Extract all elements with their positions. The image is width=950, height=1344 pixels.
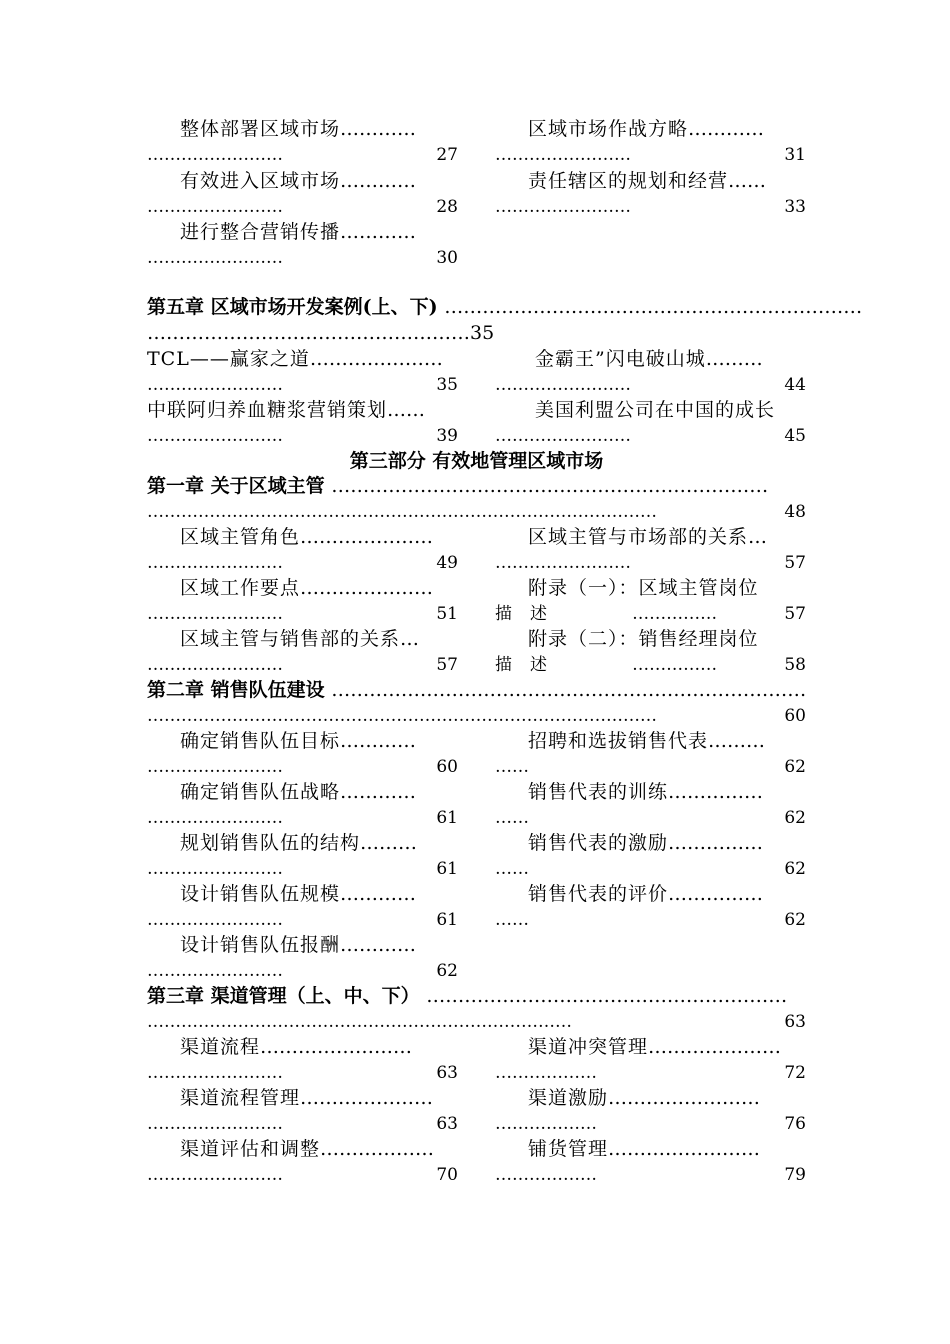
toc-page-line: …………………… 35 xyxy=(147,375,458,395)
toc-entry: 设计销售队伍规模………… xyxy=(180,883,417,905)
toc-page-line: …………………… 57 xyxy=(147,655,458,675)
toc-page-line: …… 62 xyxy=(495,757,806,777)
toc-entry: 中联阿归养血糖浆营销策划…… xyxy=(147,399,426,421)
toc-page-line: …………………… 28 xyxy=(147,197,458,217)
toc-entry: 区域工作要点………………… xyxy=(180,577,434,599)
toc-entry: 金霸王”闪电破山城……… xyxy=(535,348,763,370)
toc-page-line: …………………… 62 xyxy=(147,961,458,981)
toc-entry: 渠道评估和调整……………… xyxy=(180,1138,435,1160)
toc-entry: 整体部署区域市场………… xyxy=(180,118,417,140)
chapter-heading: 第三章 渠道管理（上、中、下） ………………………………………………… xyxy=(147,985,788,1007)
toc-entry: 有效进入区域市场………… xyxy=(180,170,417,192)
toc-page-line: ……………………………………………35 xyxy=(147,322,495,344)
toc-entry: 附录（一）：区域主管岗位 xyxy=(528,577,759,599)
chapter-heading: 第二章 销售队伍建设 ………………………………………………………………… xyxy=(147,679,807,701)
toc-page-line: …………………… 33 xyxy=(495,197,806,217)
toc-entry: 销售代表的训练…………… xyxy=(528,781,764,803)
toc-entry: TCL——赢家之道………………… xyxy=(147,348,443,370)
toc-page-line: 描述 …………… 58 xyxy=(495,655,806,675)
toc-page-line: …………………… 27 xyxy=(147,145,458,165)
toc-page-line: …… 62 xyxy=(495,808,806,828)
toc-entry: 区域主管与市场部的关系… xyxy=(528,526,768,548)
toc-entry: 区域主管角色………………… xyxy=(180,526,434,548)
chapter-heading: 第一章 关于区域主管 …………………………………………………………… xyxy=(147,475,769,497)
toc-entry: 铺货管理…………………… xyxy=(528,1138,761,1160)
toc-entry: 进行整合营销传播………… xyxy=(180,221,417,243)
part-title: 第三部分 有效地管理区域市场 xyxy=(349,450,604,472)
toc-page-line: ……………… 76 xyxy=(495,1114,806,1134)
toc-page-line: ……………………………………………………………………………… 48 xyxy=(147,502,806,522)
toc-entry: 招聘和选拔销售代表……… xyxy=(528,730,766,752)
toc-page-line: 描述 …………… 57 xyxy=(495,604,806,624)
toc-page-line: …………………… 51 xyxy=(147,604,458,624)
toc-page-line: ……………… 79 xyxy=(495,1165,806,1185)
toc-entry: 渠道流程管理………………… xyxy=(180,1087,434,1109)
toc-entry: 设计销售队伍报酬………… xyxy=(180,934,417,956)
toc-entry: 区域主管与销售部的关系… xyxy=(180,628,420,650)
toc-page-line: …………………… 61 xyxy=(147,859,458,879)
toc-page-line: …………………… 44 xyxy=(495,375,806,395)
toc-entry: 渠道激励…………………… xyxy=(528,1087,761,1109)
toc-entry: 附录（二）：销售经理岗位 xyxy=(528,628,759,650)
toc-entry: 渠道流程…………………… xyxy=(180,1036,413,1058)
toc-entry: 销售代表的激励…………… xyxy=(528,832,764,854)
toc-page-line: …………………… 49 xyxy=(147,553,458,573)
toc-page-line: …………………… 60 xyxy=(147,757,458,777)
toc-entry: 渠道冲突管理………………… xyxy=(528,1036,782,1058)
toc-page-line: …………………… 39 xyxy=(147,426,458,446)
toc-page-line: …… 62 xyxy=(495,910,806,930)
toc-page-line: …………………… 61 xyxy=(147,808,458,828)
toc-entry: 区域市场作战方略………… xyxy=(528,118,765,140)
toc-entry: 确定销售队伍战略………… xyxy=(180,781,417,803)
toc-entry: 美国利盟公司在中国的成长 xyxy=(535,399,776,421)
chapter-heading: 第五章 区域市场开发案例(上、下) ………………………………………………………… xyxy=(147,296,863,318)
toc-page-line: …………………… 57 xyxy=(495,553,806,573)
toc-page-line: …………………… 31 xyxy=(495,145,806,165)
toc-page-line: …… 62 xyxy=(495,859,806,879)
toc-page-line: …………………… 61 xyxy=(147,910,458,930)
toc-entry: 销售代表的评价…………… xyxy=(528,883,764,905)
toc-entry: 确定销售队伍目标………… xyxy=(180,730,417,752)
toc-page-line: …………………… 45 xyxy=(495,426,806,446)
toc-page-line: …………………… 30 xyxy=(147,248,458,268)
toc-entry: 规划销售队伍的结构……… xyxy=(180,832,418,854)
toc-page-line: …………………… 63 xyxy=(147,1063,458,1083)
toc-page-line: ………………………………………………………………… 63 xyxy=(147,1012,806,1032)
toc-entry: 责任辖区的规划和经营…… xyxy=(528,170,767,192)
toc-page-line: ……………… 72 xyxy=(495,1063,806,1083)
toc-page-line: …………………… 70 xyxy=(147,1165,458,1185)
toc-page-line: …………………… 63 xyxy=(147,1114,458,1134)
toc-page-line: ……………………………………………………………………………… 60 xyxy=(147,706,806,726)
